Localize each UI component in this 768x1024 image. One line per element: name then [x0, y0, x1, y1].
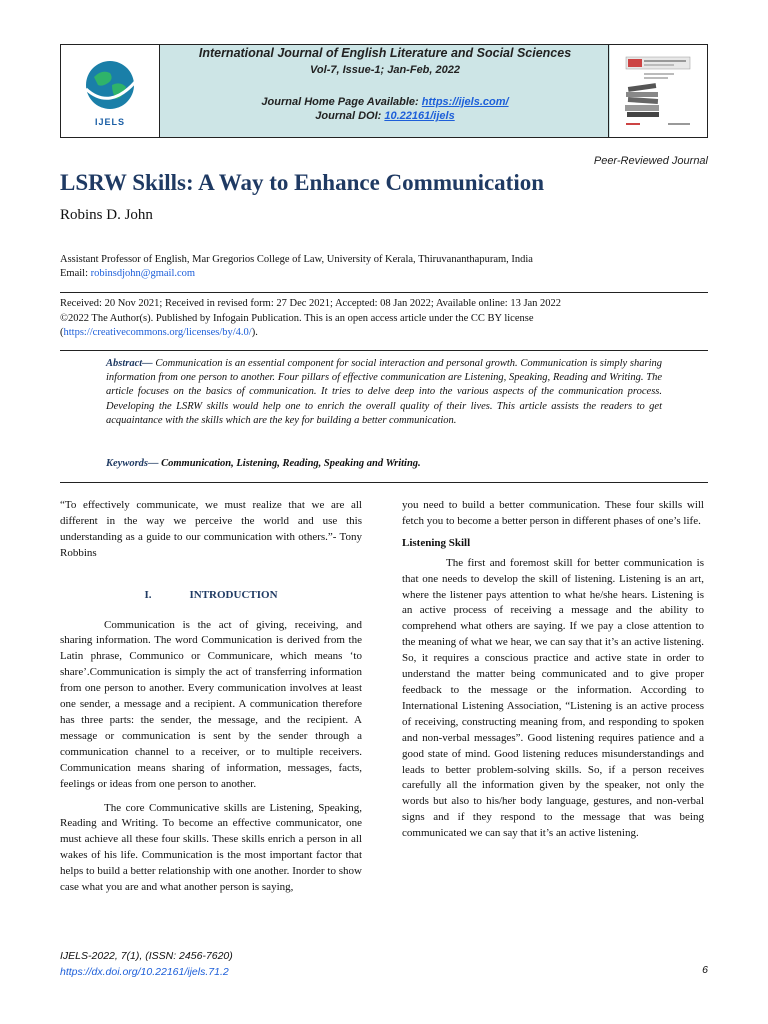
homepage-label: Journal Home Page Available: — [261, 96, 419, 108]
page-footer — [60, 948, 233, 980]
journal-volume: Vol-7, Issue-1; Jan-Feb, 2022 — [310, 64, 460, 76]
license-close-paren: ). — [251, 327, 258, 338]
footer-citation: IJELS-2022, 7(1), (ISSN: 2456-7620) — [60, 950, 233, 962]
publication-dates-block — [60, 297, 561, 341]
book-stack-icon — [618, 51, 698, 131]
keywords-text: Communication, Listening, Reading, Speaking and Writing. — [161, 458, 421, 469]
intro-paragraph-2: The core Communicative skills are Listening, Speaking, Reading and Writing. To become an effective communicator, one must achieve all these four skills. These skills enrich a person in all wakes of his life. Communication is the most important factor that helps to build a better relationship with one another. Inorder to show case what you are and what another person is saying, — [60, 801, 362, 894]
author-affiliation-block — [60, 253, 533, 281]
epigraph-quote: “To effectively communicate, we must realize that we are all different in the way we perceive the world and use this understanding as a guide to our communication with others.”- Tony Robbins — [60, 499, 362, 559]
continuation-paragraph: you need to build a better communication. These four skills will fetch you to become a better person in different phases of one’s life. — [402, 499, 704, 527]
journal-doi-link[interactable]: 10.22161/ijels — [384, 110, 455, 122]
logo-text: IJELS — [94, 117, 125, 127]
divider — [60, 292, 708, 293]
journal-cover-image — [608, 45, 707, 137]
globe-icon — [80, 55, 140, 115]
journal-doi-line — [160, 110, 610, 122]
homepage-link[interactable]: https://ijels.com/ — [421, 96, 509, 108]
journal-title: International Journal of English Literature and Social Sciences — [198, 46, 572, 60]
license-line — [60, 326, 561, 341]
journal-logo — [61, 45, 160, 137]
copyright-line: ©2022 The Author(s). Published by Infogain Publication. This is an open access article under the CC BY license — [60, 312, 534, 324]
section-number: I. — [144, 588, 152, 601]
section-title: INTRODUCTION — [189, 588, 278, 601]
journal-header — [60, 44, 708, 138]
intro-paragraph-1: Communication is the act of giving, receiving, and sharing information. The word Communication is derived from the Latin phrase, Communico or Communicare, which means ‘to share’.Communication is simply the act of transferring information from one person to another. Every communication involves at least one sender, a message and a recipient. A communication therefore has three parts: the sender, the message, and the recipient. A message or communication is sent by the sender through a communication channel to a receiver, or to multiple receivers. Communication means sharing of information, messages, facts, feelings or ideas from one person to another. — [60, 618, 362, 790]
abstract-text: Communication is an essential component for social interaction and personal growth. Communication is simply sharing information from one person to another. Four pillars of effective communication are Listening, Speaking, Reading and Writing. The article focuses on the basics of communication. It tries to delve deep into the various aspects of the communication process. Developing the LSRW skills would help one to enrich the overall quality of their lives. This article assists the readers to get acquaintance with the skills which are the key for building a better communication. — [106, 358, 663, 426]
keywords — [106, 458, 421, 469]
divider — [60, 350, 708, 351]
footer-doi-link[interactable]: https://dx.doi.org/10.22161/ijels.71.2 — [60, 966, 229, 978]
journal-homepage-line — [160, 96, 610, 108]
license-open-paren: ( — [60, 327, 64, 338]
peer-reviewed-label: Peer-Reviewed Journal — [593, 155, 708, 167]
divider — [60, 482, 708, 483]
author-name: Robins D. John — [60, 207, 153, 223]
article-title: LSRW Skills: A Way to Enhance Communication — [60, 170, 545, 195]
license-link[interactable]: https://creativecommons.org/licenses/by/4.0/ — [63, 327, 252, 338]
doi-label: Journal DOI: — [315, 110, 382, 122]
listening-paragraph: The first and foremost skill for better communication is that one needs to develop the skill of listening. Listening is an art, where the listener pays attention to what he/she hears. Listening is an active process of receiving a message and the ability to comprehend what others are saying. If we pay a close attention to the meaning of what we hear, we can say that it’s an active listening. So, it requires a conscious practice and active state in order to understand the matter being communicated and to give proper feedback to the message or the information. According to International Listening Association, “Listening is an active process of receiving, constructing meaning from, and responding to spoken and non-verbal messages”. Good listening requires patience and a good state of mind. Good listening reduces misunderstandings and leads to better problem-solving skills. So, if a person receives carefully all the information given by the speaker, not only the words but also to his/her body language, gestures, and non-verbal signs and if they respond to the message that was being communicated we can say that it’s an active listening. — [402, 556, 704, 840]
page-number: 6 — [702, 964, 708, 976]
affiliation-text: Assistant Professor of English, Mar Gregorios College of Law, University of Kerala, Thiruvananthapuram, India — [60, 254, 533, 265]
keywords-label: Keywords— — [106, 458, 159, 469]
email-label: Email: — [60, 268, 88, 279]
section-heading-introduction — [60, 588, 362, 604]
right-column — [402, 498, 704, 842]
subheading-listening-skill: Listening Skill — [402, 536, 471, 549]
email-link[interactable]: robinsdjohn@gmail.com — [90, 268, 196, 279]
abstract — [106, 357, 662, 428]
left-column — [60, 498, 362, 896]
dates-line: Received: 20 Nov 2021; Received in revised form: 27 Dec 2021; Accepted: 08 Jan 2022; Available online: 13 Jan 2022 — [60, 298, 562, 309]
email-line — [60, 267, 533, 281]
abstract-label: Abstract— — [106, 358, 153, 369]
journal-info-band — [160, 45, 610, 137]
